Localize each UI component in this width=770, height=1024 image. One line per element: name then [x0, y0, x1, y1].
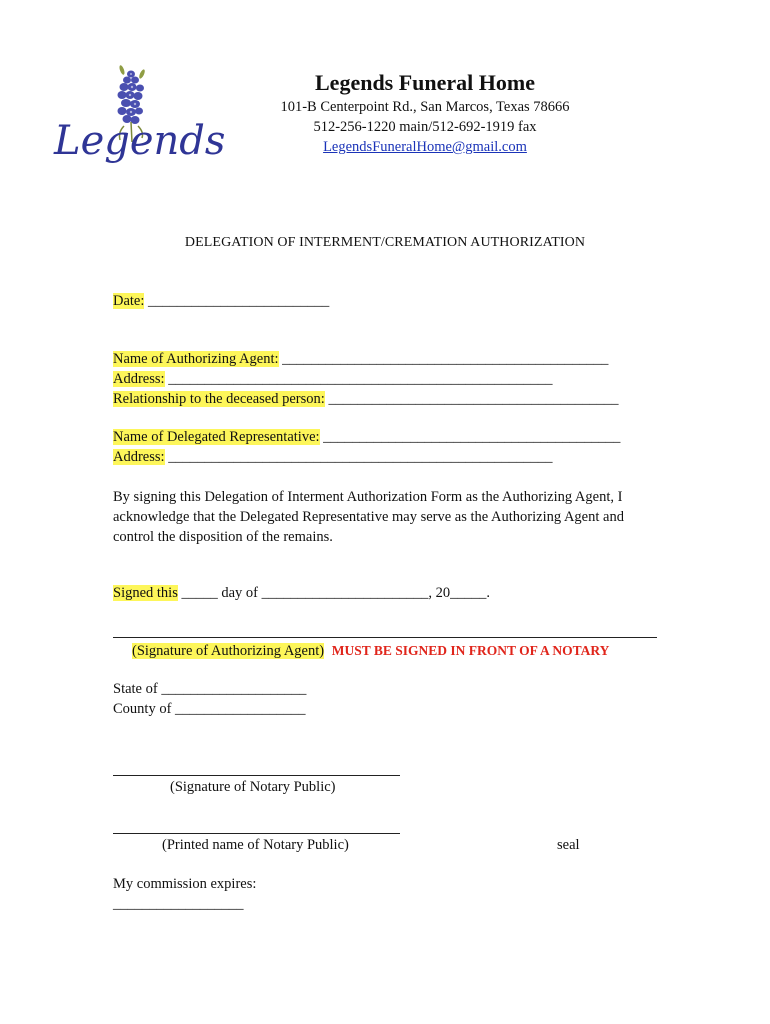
relationship-blank[interactable]: ________________________________________ — [328, 391, 619, 407]
date-field[interactable] — [113, 293, 329, 310]
notary-printed-name-caption: (Printed name of Notary Public) — [162, 837, 349, 853]
representative-address-field[interactable] — [113, 449, 552, 466]
agent-address-blank[interactable]: _____________________________________________________ — [168, 371, 553, 387]
funeral-home-address: 101-B Centerpoint Rd., San Marcos, Texas 78666 — [280, 99, 570, 115]
commission-expires-blank[interactable]: __________________ — [113, 896, 244, 912]
agent-signature-caption-row — [132, 643, 609, 660]
agent-signature-line[interactable] — [113, 637, 657, 638]
signed-this-blanks[interactable]: _____ day of _______________________, 20_____. — [177, 585, 490, 601]
agent-address-label: Address: — [113, 371, 165, 387]
notary-signature-line[interactable] — [113, 775, 400, 776]
seal-label: seal — [557, 837, 580, 853]
funeral-home-phone: 512-256-1220 main/512-692-1919 fax — [313, 119, 537, 135]
notary-warning: MUST BE SIGNED IN FRONT OF A NOTARY — [331, 643, 610, 658]
relationship-field[interactable] — [113, 391, 618, 408]
delegated-representative-blank[interactable]: _________________________________________ — [323, 429, 621, 445]
commission-expires-label: My commission expires: — [113, 876, 257, 892]
funeral-home-name: Legends Funeral Home — [315, 70, 535, 95]
state-field[interactable]: State of ____________________ — [113, 681, 307, 697]
representative-address-blank[interactable]: _____________________________________________________ — [168, 449, 553, 465]
date-label: Date: — [113, 293, 145, 309]
notary-signature-caption: (Signature of Notary Public) — [170, 779, 336, 795]
acknowledgement-paragraph: By signing this Delegation of Interment Authorization Form as the Authorizing Agent, I acknowledge that the Delegated Representative may serve as the Authorizing Agent and control the disposition of the remains. — [113, 489, 624, 545]
authorizing-agent-blank[interactable]: _____________________________________________ — [282, 351, 609, 367]
agent-signature-caption: (Signature of Authorizing Agent) — [132, 643, 325, 659]
delegated-representative-field[interactable] — [113, 429, 620, 446]
delegated-representative-label: Name of Delegated Representative: — [113, 429, 320, 445]
signed-this-label: Signed this — [113, 585, 178, 601]
legends-logo — [52, 66, 226, 176]
relationship-label: Relationship to the deceased person: — [113, 391, 325, 407]
bluebonnet-icon — [52, 66, 226, 176]
date-blank[interactable]: _________________________ — [148, 293, 330, 309]
agent-address-field[interactable] — [113, 371, 552, 388]
authorizing-agent-label: Name of Authorizing Agent: — [113, 351, 279, 367]
authorizing-agent-field[interactable] — [113, 351, 608, 368]
representative-address-label: Address: — [113, 449, 165, 465]
funeral-home-email-link[interactable]: LegendsFuneralHome@gmail.com — [323, 139, 527, 155]
county-field[interactable]: County of __________________ — [113, 701, 306, 717]
logo-text: Legends — [54, 118, 226, 164]
signed-this-field[interactable] — [113, 585, 490, 602]
document-title: DELEGATION OF INTERMENT/CREMATION AUTHORIZATION — [184, 235, 586, 250]
notary-printed-name-line[interactable] — [113, 833, 400, 834]
